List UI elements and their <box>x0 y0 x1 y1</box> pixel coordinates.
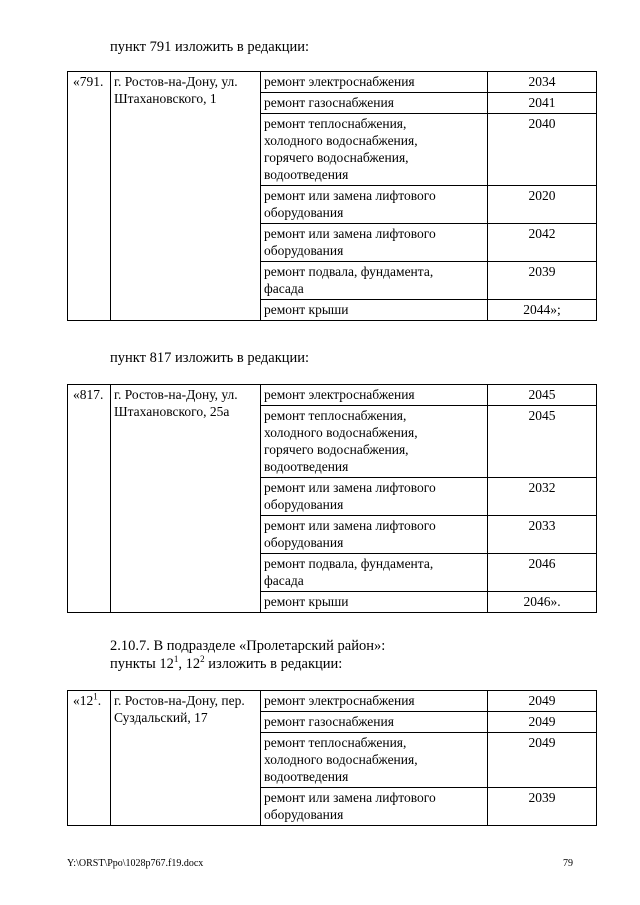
work-text: ремонт теплоснабжения, холодного водоснабжения, горячего водоснабжения, водоотведения <box>264 116 418 182</box>
year-cell: 2040 <box>488 114 597 186</box>
address-cell <box>111 691 261 826</box>
item-number-sup: 1 <box>93 691 98 702</box>
address-text: г. Ростов-на-Дону, ул. Штахановского, 1 <box>114 74 238 106</box>
year-cell: 2032 <box>488 478 597 516</box>
table-817 <box>67 384 597 613</box>
intro-791: пункт 791 изложить в редакции: <box>110 39 310 55</box>
work-cell <box>261 114 488 186</box>
table-791 <box>67 71 597 321</box>
work-text: ремонт подвала, фундамента, фасада <box>264 556 434 588</box>
work-cell: ремонт газоснабжения <box>261 93 488 114</box>
work-text: ремонт или замена лифтового оборудования <box>264 188 436 220</box>
intro-12-suffix: изложить в редакции: <box>204 656 343 672</box>
intro-12-sup2: 2 <box>200 654 205 665</box>
address-cell <box>111 72 261 321</box>
year-cell: 2041 <box>488 93 597 114</box>
work-cell <box>261 516 488 554</box>
year-cell: 2039 <box>488 788 597 826</box>
table-12 <box>67 690 597 826</box>
year-cell: 2033 <box>488 516 597 554</box>
footer-page-number: 79 <box>563 858 573 869</box>
work-cell <box>261 478 488 516</box>
intro-12 <box>110 655 342 673</box>
item-number-suffix: . <box>97 693 102 708</box>
year-cell: 2045 <box>488 406 597 478</box>
year-cell: 2045 <box>488 385 597 406</box>
work-text: ремонт или замена лифтового оборудования <box>264 480 436 512</box>
work-cell: ремонт электроснабжения <box>261 691 488 712</box>
address-cell <box>111 385 261 613</box>
work-cell <box>261 733 488 788</box>
year-cell: 2049 <box>488 733 597 788</box>
year-cell: 2034 <box>488 72 597 93</box>
intro-12-prefix: пункты 12 <box>110 656 174 672</box>
address-text: г. Ростов-на-Дону, пер. Суздальский, 17 <box>114 693 245 725</box>
table-row <box>68 385 597 406</box>
work-cell: ремонт крыши <box>261 300 488 321</box>
work-cell <box>261 406 488 478</box>
work-text: ремонт подвала, фундамента, фасада <box>264 264 434 296</box>
work-text: ремонт теплоснабжения, холодного водоснабжения, горячего водоснабжения, водоотведения <box>264 408 418 474</box>
item-number-prefix: «12 <box>73 693 94 708</box>
footer-file-path: Y:\ORST\Ppo\1028p767.f19.docx <box>67 858 204 869</box>
work-cell: ремонт электроснабжения <box>261 72 488 93</box>
work-text: ремонт теплоснабжения, холодного водоснабжения, водоотведения <box>264 735 418 784</box>
work-cell <box>261 224 488 262</box>
intro-12-mid: , 12 <box>178 656 201 672</box>
work-text: ремонт или замена лифтового оборудования <box>264 518 436 550</box>
address-text: г. Ростов-на-Дону, ул. Штахановского, 25а <box>114 387 238 419</box>
year-cell: 2046 <box>488 554 597 592</box>
intro-12-sup1: 1 <box>173 654 179 665</box>
work-cell <box>261 554 488 592</box>
item-number: «817. <box>68 385 111 613</box>
work-cell <box>261 788 488 826</box>
work-cell: ремонт крыши <box>261 592 488 613</box>
item-number <box>68 691 111 826</box>
section-heading: 2.10.7. В подразделе «Пролетарский район»: <box>110 638 386 654</box>
year-cell: 2020 <box>488 186 597 224</box>
year-cell: 2039 <box>488 262 597 300</box>
year-cell: 2046». <box>488 592 597 613</box>
table-row <box>68 691 597 712</box>
table-row <box>68 72 597 93</box>
work-cell <box>261 262 488 300</box>
intro-817: пункт 817 изложить в редакции: <box>110 350 310 366</box>
work-text: ремонт или замена лифтового оборудования <box>264 790 436 822</box>
year-cell: 2049 <box>488 712 597 733</box>
year-cell: 2044»; <box>488 300 597 321</box>
work-text: ремонт или замена лифтового оборудования <box>264 226 436 258</box>
work-cell: ремонт газоснабжения <box>261 712 488 733</box>
item-number: «791. <box>68 72 111 321</box>
year-cell: 2049 <box>488 691 597 712</box>
work-cell: ремонт электроснабжения <box>261 385 488 406</box>
work-cell <box>261 186 488 224</box>
year-cell: 2042 <box>488 224 597 262</box>
